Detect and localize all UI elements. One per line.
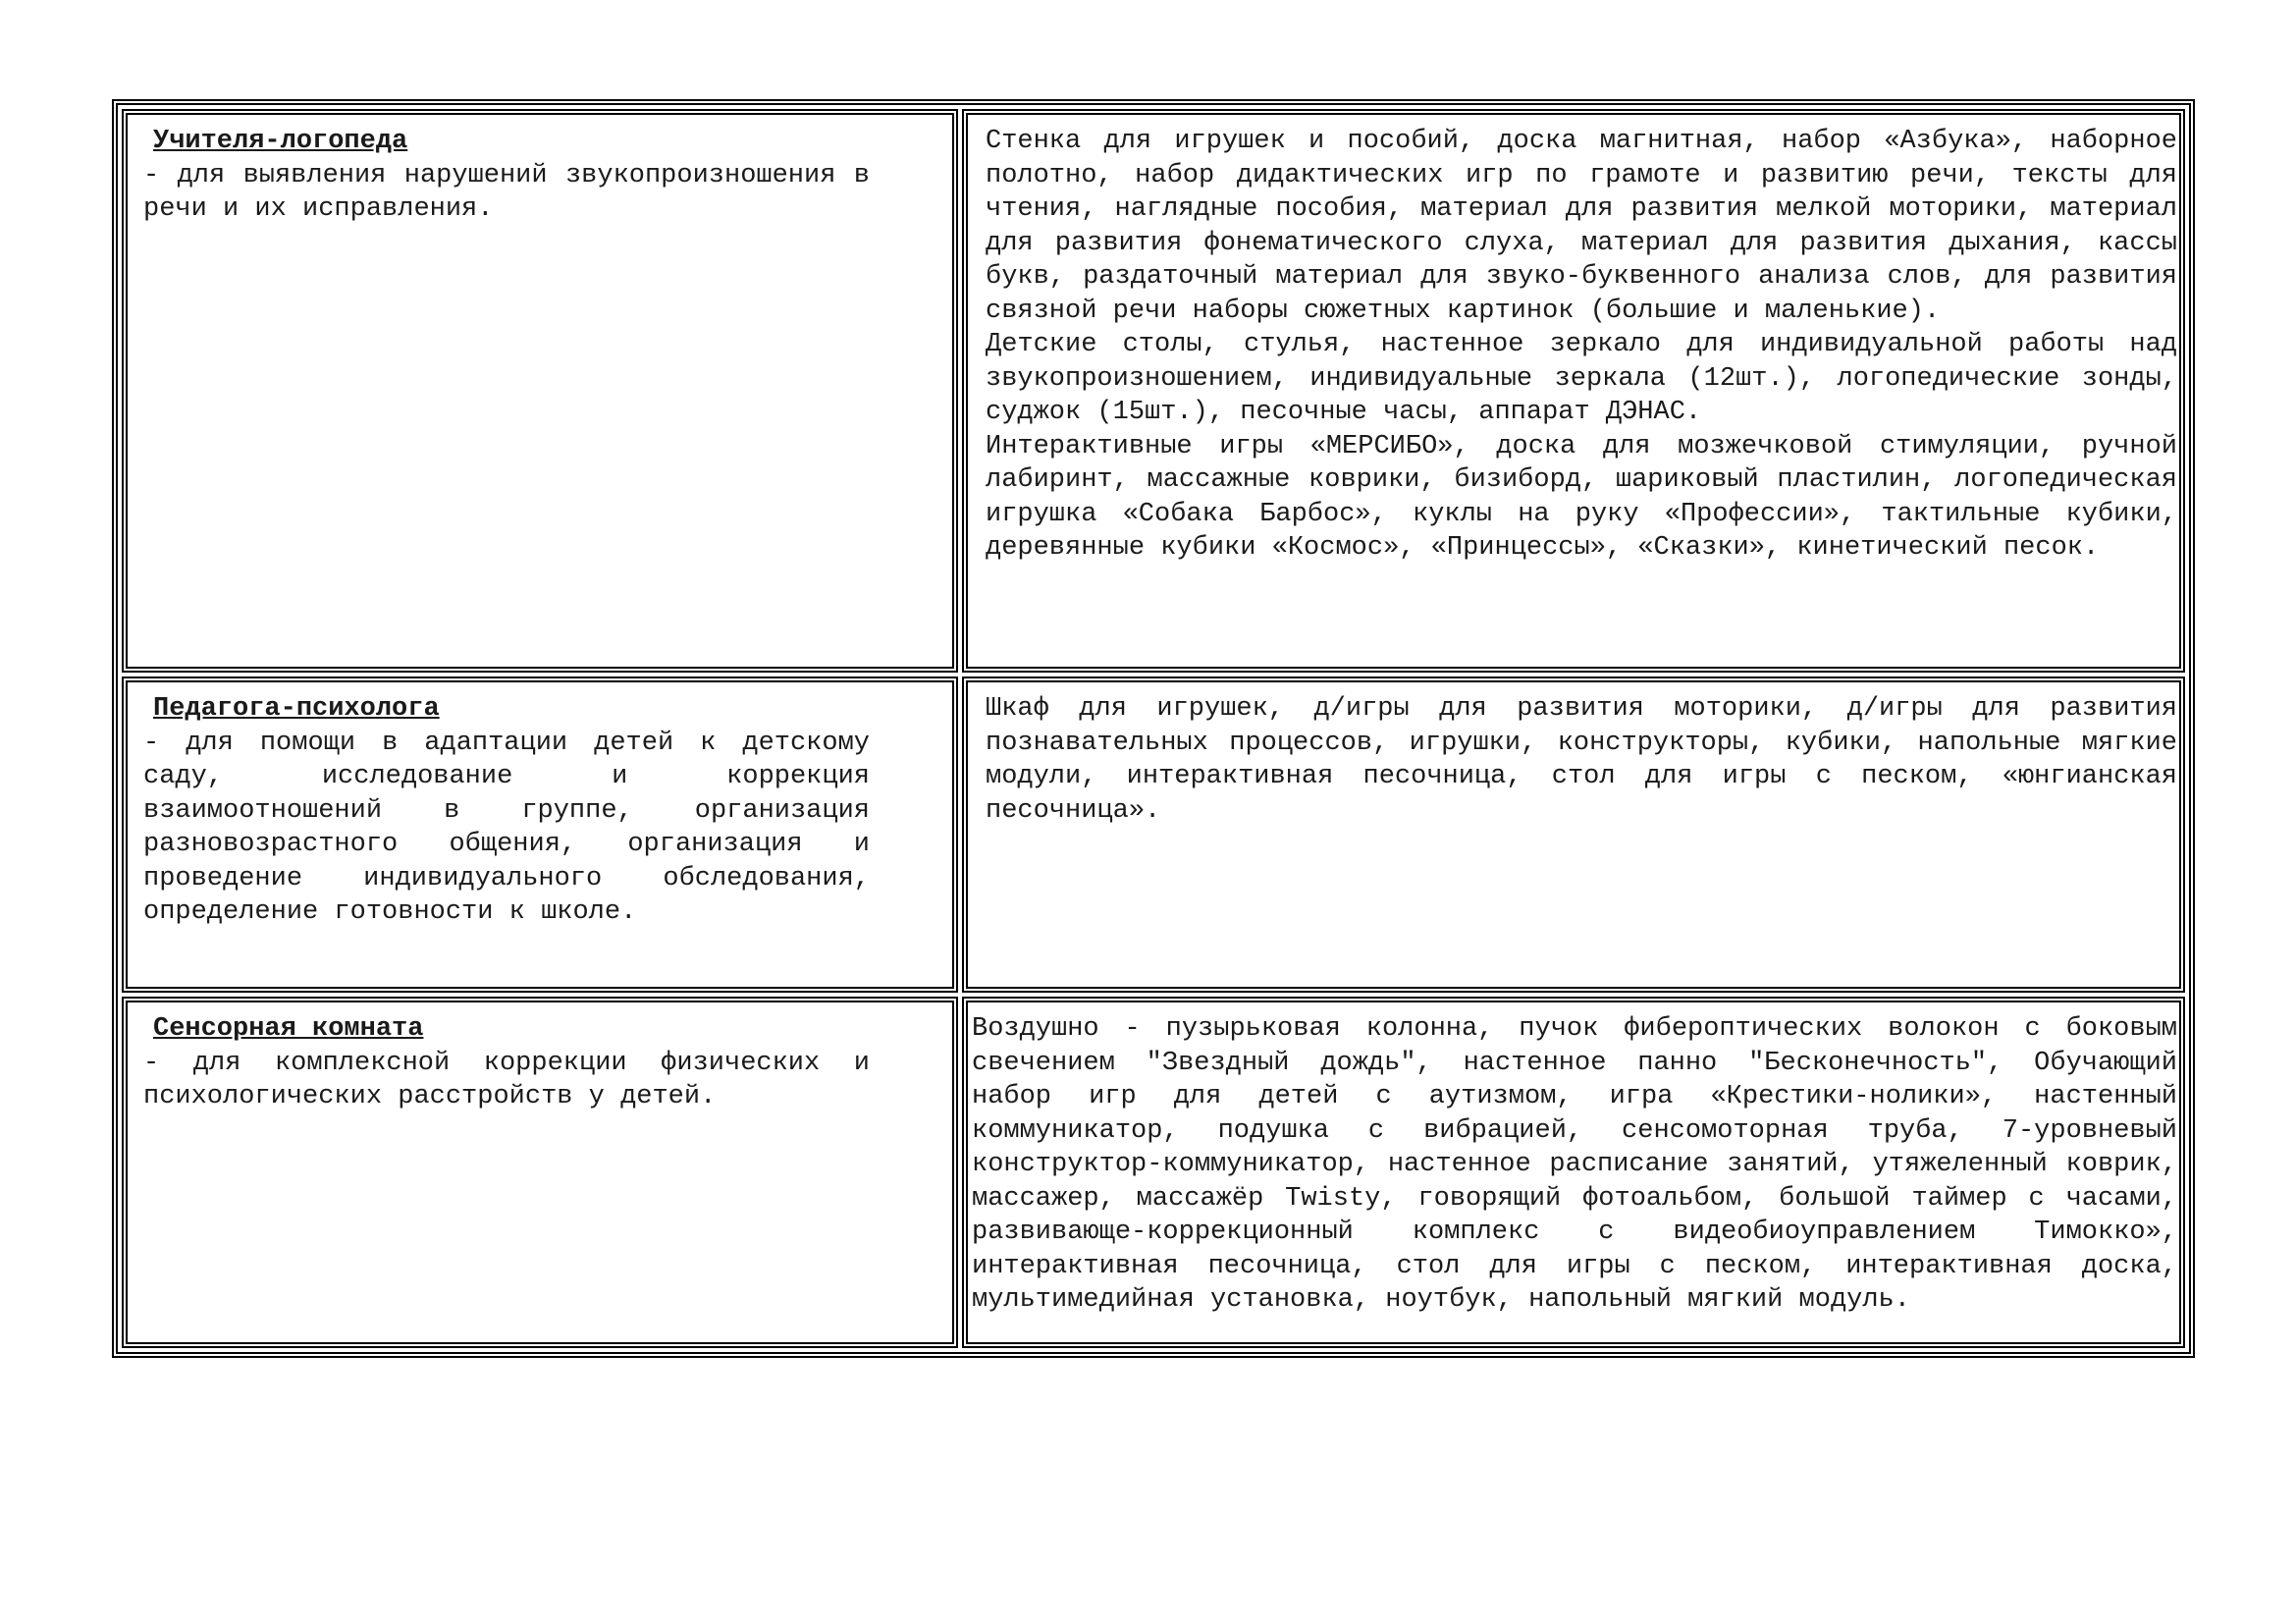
- room-purpose: - для комплексной коррекции физических и психологических расстройств у детей.: [143, 1048, 870, 1111]
- equipment-cell: [962, 677, 2185, 993]
- table-row: [122, 677, 2185, 993]
- room-purpose: - для помощи в адаптации детей к детскому саду, исследование и коррекция взаимоотношений в группе, организация разновозрастного общения, организация и проведение индивидуального обследования, определение готовности к школе.: [143, 728, 870, 927]
- equipment-paragraph: Воздушно - пузырьковая колонна, пучок фибероптических волокон с боковым свечением "Звездный дождь", настенное панно "Бесконечность", Обучающий набор игр для детей с аутизмом, игра «Крестики-нолики», настенный коммуникатор, подушка с вибрацией, сенсомоторная труба, 7-уровневый конструктор-коммуникатор, настенное расписание занятий, утяжеленный коврик, массажер, массажёр Twisty, говорящий фотоальбом, большой таймер с часами, развивающе-коррекционный комплекс с видеобиоуправлением Тимокко», интерактивная песочница, стол для игры с песком, интерактивная доска, мультимедийная установка, ноутбук, напольный мягкий модуль.: [972, 1014, 2177, 1315]
- room-purpose: - для выявления нарушений звукопроизношения в речи и их исправления.: [143, 160, 870, 224]
- room-cell: [122, 109, 958, 673]
- room-title: Педагога-психолога: [153, 694, 440, 724]
- equipment-paragraph: Интерактивные игры «МЕРСИБО», доска для мозжечковой стимуляции, ручной лабиринт, массажные коврики, бизиборд, шариковый пластилин, логопедическая игрушка «Собака Барбос», куклы на руку «Профессии», тактильные кубики, деревянные кубики «Космос», «Принцессы», «Сказки», кинетический песок.: [986, 431, 2177, 563]
- equipment-table: [112, 99, 2195, 1358]
- room-title: Учителя-логопеда: [153, 127, 408, 156]
- table-row: [122, 997, 2185, 1348]
- table-row: [122, 109, 2185, 673]
- equipment-cell: [962, 997, 2185, 1348]
- equipment-paragraph: Стенка для игрушек и пособий, доска магнитная, набор «Азбука», наборное полотно, набор дидактических игр по грамоте и развитию речи, тексты для чтения, наглядные пособия, материал для развития мелкой моторики, материал для развития фонематического слуха, материал для развития дыхания, кассы букв, раздаточный материал для звуко-буквенного анализа слов, для развития связной речи наборы сюжетных картинок (большие и маленькие).: [986, 127, 2177, 326]
- equipment-paragraph: Детские столы, стулья, настенное зеркало для индивидуальной работы над звукопроизношением, индивидуальные зеркала (12шт.), логопедические зонды, суджок (15шт.), песочные часы, аппарат ДЭНАС.: [986, 330, 2177, 427]
- equipment-cell: [962, 109, 2185, 673]
- room-cell: [122, 677, 958, 993]
- equipment-paragraph: Шкаф для игрушек, д/игры для развития моторики, д/игры для развития познавательных процессов, игрушки, конструкторы, кубики, напольные мягкие модули, интерактивная песочница, стол для игры с песком, «юнгианская песочница».: [986, 694, 2177, 826]
- room-title: Сенсорная комната: [153, 1014, 424, 1044]
- room-cell: [122, 997, 958, 1348]
